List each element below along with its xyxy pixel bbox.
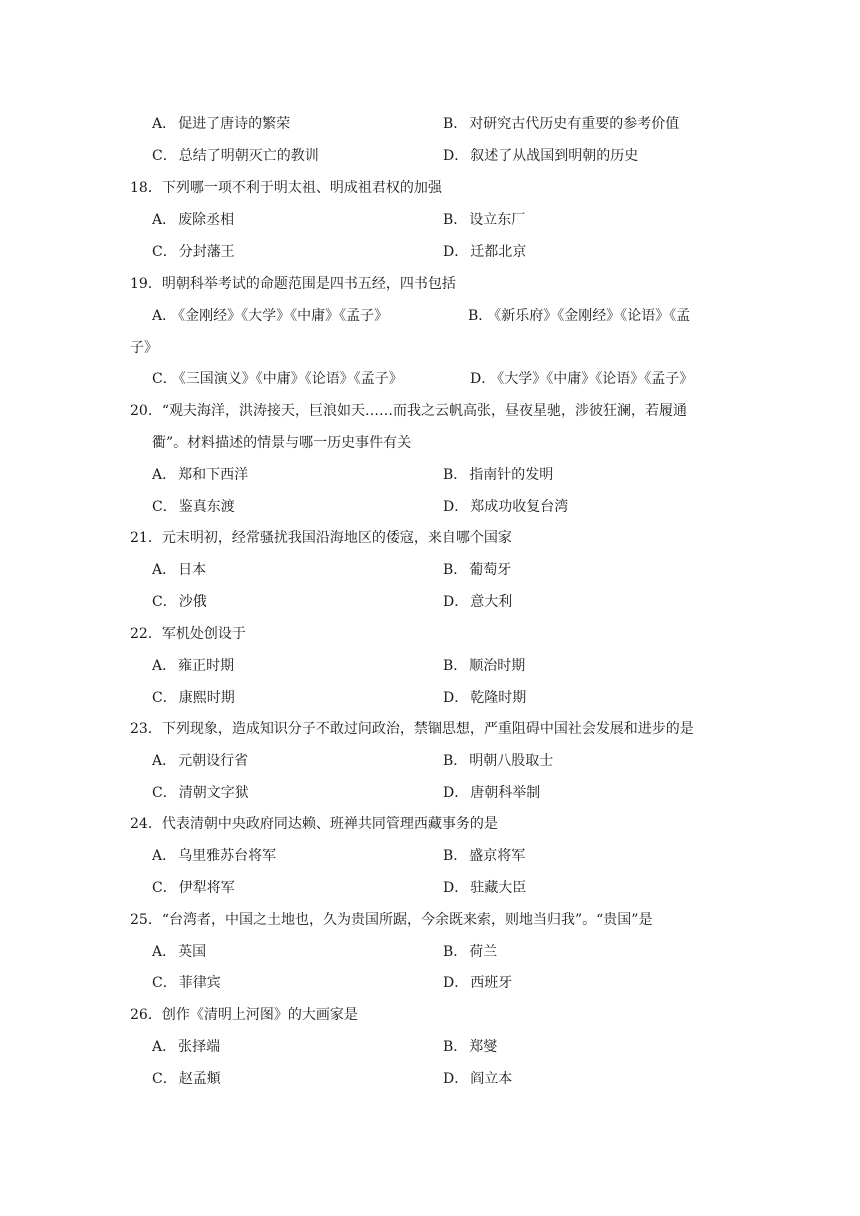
q23-option-c: C． 清朝文字狱 [152,785,249,801]
q19-option-b-continued: 子》 [130,340,158,356]
q20-stem-continued: 衢”。材料描述的情景与哪一历史事件有关 [152,435,412,451]
q19-option-a: A． 《金刚经》《大学》《中庸》《孟子》 [152,308,389,324]
q17-option-a: A． 促进了唐诗的繁荣 [152,116,291,132]
q17-option-b: B． 对研究古代历史有重要的参考价值 [443,116,680,132]
q23-option-b: B． 明朝八股取士 [443,753,554,769]
q17-option-d: D． 叙述了从战国到明朝的历史 [443,148,639,164]
q26-option-a: A． 张择端 [152,1039,221,1055]
q20-option-d: D． 郑成功收复台湾 [443,499,569,515]
q22-option-d: D． 乾隆时期 [443,690,527,706]
q20-option-c: C． 鉴真东渡 [152,499,235,515]
q26-option-b: B． 郑燮 [443,1039,498,1055]
q22-option-a: A． 雍正时期 [152,658,235,674]
q22-option-b: B． 顺治时期 [443,658,526,674]
q25-option-d: D． 西班牙 [443,975,513,991]
q24-option-b: B． 盛京将军 [443,848,526,864]
q20-option-a: A． 郑和下西洋 [152,467,249,483]
q25-stem: 25．“台湾者，中国之土地也，久为贵国所踞，今余既来索，则地当归我”。“贵国”是 [130,912,653,928]
q17-option-c: C． 总结了明朝灭亡的教训 [152,148,319,164]
q21-option-a: A． 日本 [152,562,207,578]
q19-stem: 19．明朝科举考试的命题范围是四书五经，四书包括 [130,276,456,292]
q26-option-c: C． 赵孟頫 [152,1071,221,1087]
q25-option-a: A． 英国 [152,944,207,960]
q18-option-b: B． 设立东厂 [443,212,526,228]
q23-option-a: A． 元朝设行省 [152,753,249,769]
q24-option-a: A． 乌里雅苏台将军 [152,848,277,864]
q23-stem: 23．下列现象，造成知识分子不敢过问政治，禁锢思想，严重阻碍中国社会发展和进步的是 [130,721,694,737]
q18-option-c: C． 分封藩王 [152,244,235,260]
q21-option-d: D． 意大利 [443,594,513,610]
q20-stem: 20．“观夫海洋，洪涛接天，巨浪如天……而我之云帆高张，昼夜星驰，涉彼狂澜，若履通 [130,403,687,419]
q21-stem: 21．元末明初，经常骚扰我国沿海地区的倭寇，来自哪个国家 [130,530,512,546]
q18-option-a: A． 废除丞相 [152,212,235,228]
q20-option-b: B． 指南针的发明 [443,467,554,483]
q19-option-d: D． 《大学》《中庸》《论语》《孟子》 [470,371,694,387]
q21-option-b: B． 葡萄牙 [443,562,512,578]
q25-option-c: C． 菲律宾 [152,975,221,991]
q19-option-b: B． 《新乐府》《金刚经》《论语》《孟 [468,308,691,324]
q24-option-c: C． 伊犁将军 [152,880,235,896]
q23-option-d: D． 唐朝科举制 [443,785,541,801]
q22-stem: 22．军机处创设于 [130,626,246,642]
q24-stem: 24．代表清朝中央政府同达赖、班禅共同管理西藏事务的是 [130,816,498,832]
q21-option-c: C． 沙俄 [152,594,207,610]
q22-option-c: C． 康熙时期 [152,690,235,706]
q26-stem: 26．创作《清明上河图》的大画家是 [130,1007,358,1023]
q24-option-d: D． 驻藏大臣 [443,880,527,896]
q18-stem: 18．下列哪一项不利于明太祖、明成祖君权的加强 [130,180,442,196]
q26-option-d: D． 阎立本 [443,1071,513,1087]
q19-option-c: C． 《三国演义》《中庸》《论语》《孟子》 [152,371,403,387]
q25-option-b: B． 荷兰 [443,944,498,960]
q18-option-d: D． 迁都北京 [443,244,527,260]
